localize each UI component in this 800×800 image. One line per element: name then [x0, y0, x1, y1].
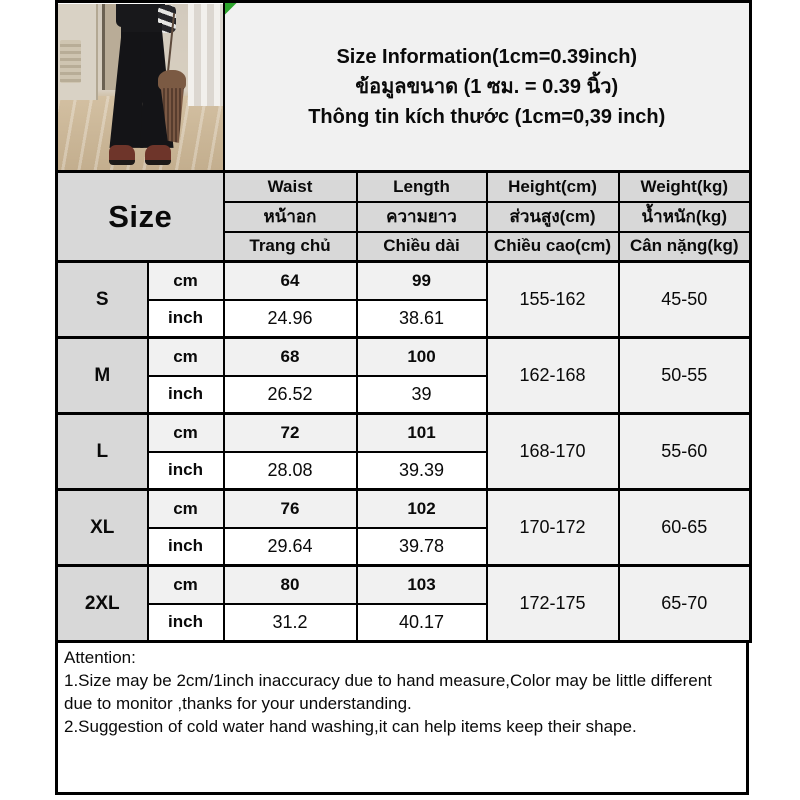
value-length-cm: 102 [357, 490, 487, 528]
value-waist-cm: 68 [224, 338, 357, 376]
size-label-xl: XL [57, 490, 148, 566]
value-length-inch: 39.78 [357, 528, 487, 566]
value-weight-range: 60-65 [619, 490, 751, 566]
size-header: Size [57, 172, 224, 262]
attention-line-1: 1.Size may be 2cm/1inch inaccuracy due to hand measure,Color may be little different due to monitor ,thanks for your understanding. [64, 671, 712, 713]
value-height-range: 170-172 [487, 490, 619, 566]
value-waist-inch: 31.2 [224, 604, 357, 642]
value-waist-cm: 72 [224, 414, 357, 452]
value-weight-range: 65-70 [619, 566, 751, 642]
unit-label: inch [148, 452, 224, 490]
size-label-l: L [57, 414, 148, 490]
value-height-range: 155-162 [487, 262, 619, 338]
col-header-waist-vi: Trang chủ [224, 232, 357, 262]
unit-label: cm [148, 414, 224, 452]
unit-label: cm [148, 338, 224, 376]
unit-label: cm [148, 566, 224, 604]
col-header-waist-th: หน้าอก [224, 202, 357, 232]
size-label-2xl: 2XL [57, 566, 148, 642]
size-label-m: M [57, 338, 148, 414]
value-weight-range: 55-60 [619, 414, 751, 490]
size-label-s: S [57, 262, 148, 338]
col-header-height-en: Height(cm) [487, 172, 619, 202]
col-header-weight-en: Weight(kg) [619, 172, 751, 202]
attention-heading: Attention: [64, 648, 136, 667]
size-table [55, 0, 752, 643]
green-corner-marker-icon [225, 3, 237, 15]
table-row [57, 566, 751, 604]
title-english: Size Information(1cm=0.39inch) [336, 45, 638, 68]
unit-label: inch [148, 604, 224, 642]
size-chart-sheet [55, 0, 749, 795]
value-length-cm: 103 [357, 566, 487, 604]
title-vietnamese: Thông tin kích thước (1cm=0,39 inch) [308, 105, 666, 128]
unit-label: inch [148, 528, 224, 566]
product-photo-cell [57, 2, 224, 172]
value-waist-cm: 76 [224, 490, 357, 528]
value-length-inch: 40.17 [357, 604, 487, 642]
col-header-length-th: ความยาว [357, 202, 487, 232]
photo-shoe-right [145, 145, 171, 165]
col-header-weight-vi: Cân nặng(kg) [619, 232, 751, 262]
value-waist-inch: 24.96 [224, 300, 357, 338]
product-photo [58, 4, 223, 170]
attention-note [55, 643, 749, 795]
value-weight-range: 45-50 [619, 262, 751, 338]
value-length-inch: 39 [357, 376, 487, 414]
value-length-inch: 39.39 [357, 452, 487, 490]
unit-label: cm [148, 262, 224, 300]
value-waist-inch: 28.08 [224, 452, 357, 490]
value-length-inch: 38.61 [357, 300, 487, 338]
photo-radiator [60, 40, 81, 83]
attention-line-2: 2.Suggestion of cold water hand washing,it can help items keep their shape. [64, 717, 637, 736]
col-header-height-th: ส่วนสูง(cm) [487, 202, 619, 232]
title-cell [224, 2, 751, 172]
photo-shoe-left [109, 145, 135, 165]
unit-label: cm [148, 490, 224, 528]
unit-label: inch [148, 300, 224, 338]
value-length-cm: 100 [357, 338, 487, 376]
unit-label: inch [148, 376, 224, 414]
table-row [57, 338, 751, 376]
value-height-range: 172-175 [487, 566, 619, 642]
value-waist-inch: 29.64 [224, 528, 357, 566]
value-weight-range: 50-55 [619, 338, 751, 414]
value-length-cm: 101 [357, 414, 487, 452]
value-height-range: 162-168 [487, 338, 619, 414]
col-header-length-vi: Chiều dài [357, 232, 487, 262]
table-row [57, 262, 751, 300]
title-thai: ข้อมูลขนาด (1 ซม. = 0.39 นิ้ว) [355, 75, 619, 98]
col-header-weight-th: น้ำหนัก(kg) [619, 202, 751, 232]
table-row [57, 414, 751, 452]
photo-curtain [188, 4, 223, 107]
value-waist-inch: 26.52 [224, 376, 357, 414]
table-row [57, 490, 751, 528]
value-length-cm: 99 [357, 262, 487, 300]
col-header-length-en: Length [357, 172, 487, 202]
col-header-height-vi: Chiều cao(cm) [487, 232, 619, 262]
col-header-waist-en: Waist [224, 172, 357, 202]
value-height-range: 168-170 [487, 414, 619, 490]
value-waist-cm: 64 [224, 262, 357, 300]
value-waist-cm: 80 [224, 566, 357, 604]
